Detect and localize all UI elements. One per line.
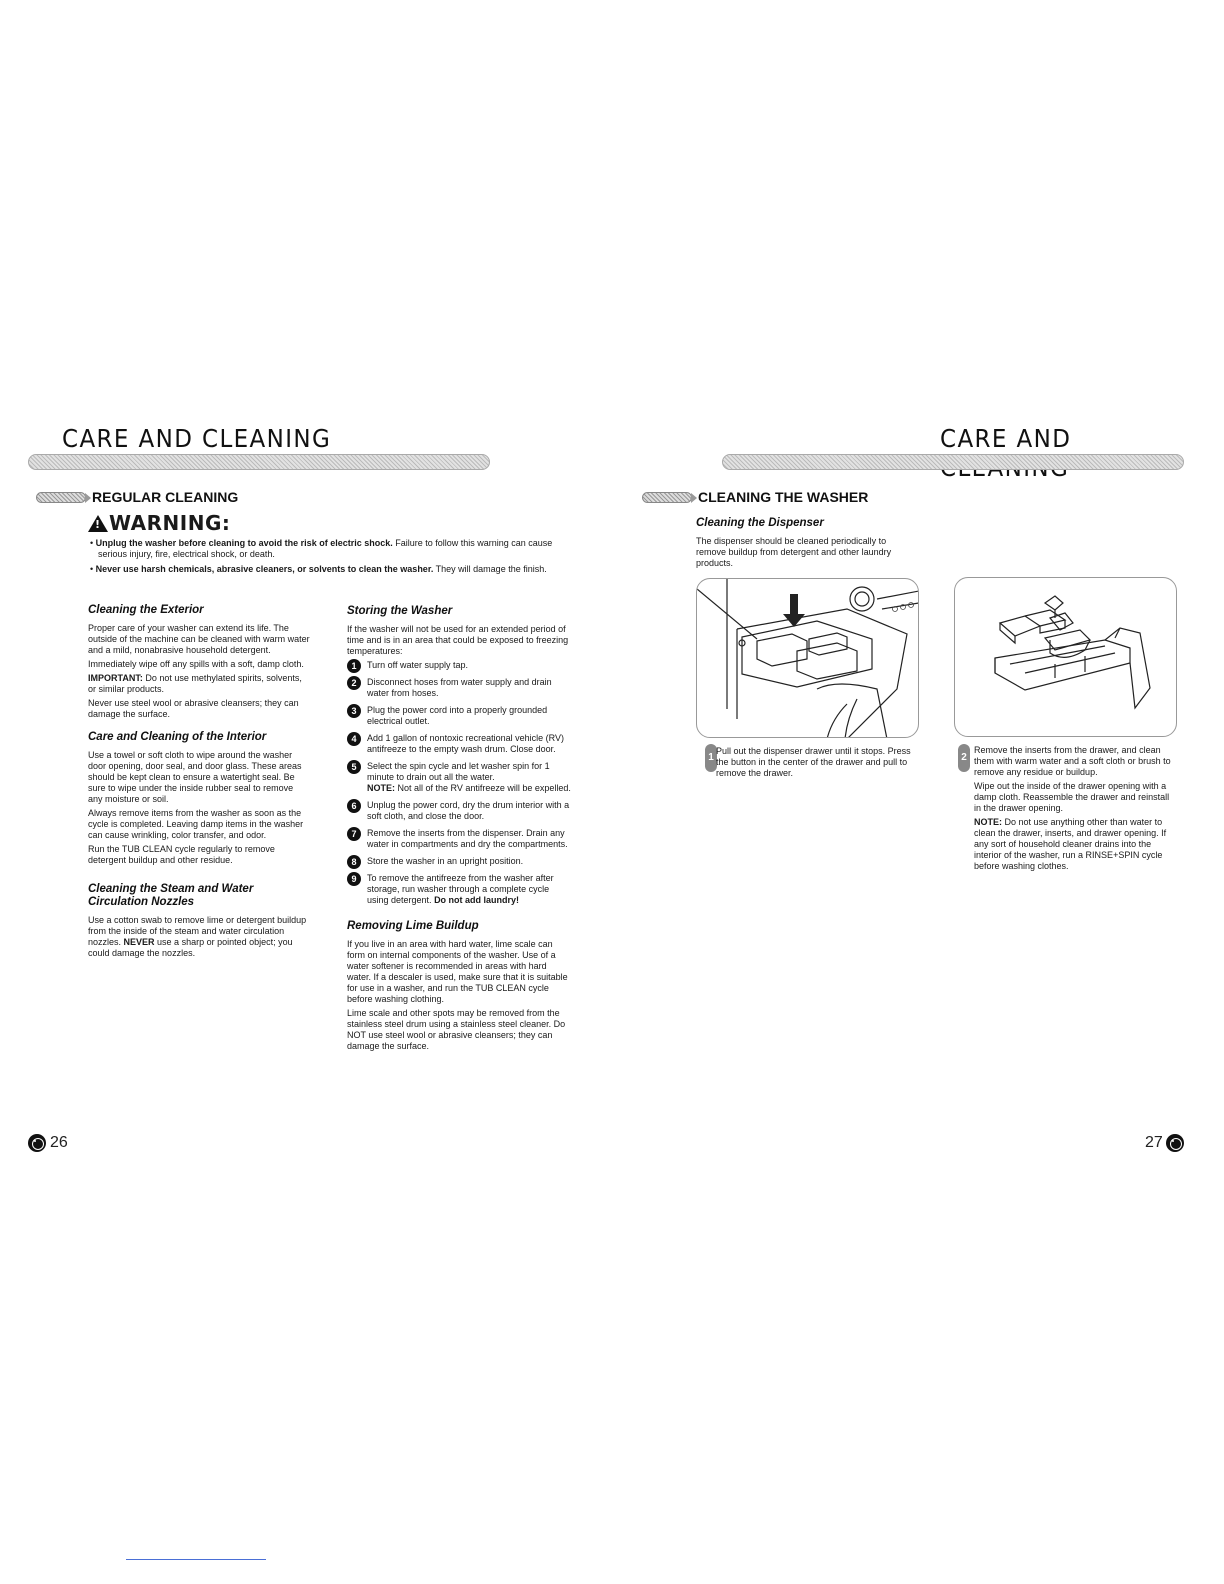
- step-number-icon: 8: [347, 855, 361, 869]
- step-number-icon: 9: [347, 872, 361, 886]
- interior-p3: Run the TUB CLEAN cycle regularly to remove detergent buildup and other residue.: [88, 844, 275, 865]
- section-pill-icon: [36, 492, 86, 503]
- figure2-p1: Remove the inserts from the drawer, and clean them with warm water and a soft cloth or brush to remove any residue or buildup.: [974, 745, 1171, 777]
- dispenser-intro-block: [696, 517, 908, 572]
- figure2-p2: Wipe out the inside of the drawer opening with a damp cloth. Reassemble the drawer and reinstall in the drawer opening.: [974, 781, 1170, 813]
- storing-steps: [347, 660, 573, 906]
- exterior-p3: IMPORTANT: Do not use methylated spirits, solvents, or similar products.: [88, 673, 302, 694]
- interior-p1: Use a towel or soft cloth to wipe around the washer door opening, door seal, and door glass. These areas should be kept clean to ensure a watertight seal. Be sure to wipe under the inside rubber seal to remove any moisture or soil.: [88, 750, 302, 804]
- right-page-title: CARE AND: [940, 424, 1072, 453]
- step-number-icon: 7: [347, 827, 361, 841]
- left-page-number: 26: [28, 1134, 68, 1152]
- warning-item: • Never use harsh chemicals, abrasive cleaners, or solvents to clean the washer. They will damage the finish.: [90, 564, 547, 574]
- storing-heading: Storing the Washer: [347, 605, 453, 617]
- exterior-heading: Cleaning the Exterior: [88, 604, 204, 616]
- warning-item: • Unplug the washer before cleaning to avoid the risk of electric shock. Failure to follow this warning can cause serious injury, fire, electrical shock, or death.: [90, 538, 553, 559]
- lg-logo-icon: [28, 1134, 46, 1152]
- warning-list: [88, 538, 568, 579]
- lime-heading: Removing Lime Buildup: [347, 920, 479, 932]
- storing-intro: If the washer will not be used for an extended period of time and is in an area that could be exposed to freezing temperatures:: [347, 624, 569, 656]
- lime-p1: If you live in an area with hard water, lime scale can form on internal components of the washer. Use of a water softener is recommended in areas with hard water. If a descaler is used, make sure that it is suitable for use in a washer, and run the TUB CLEAN cycle before washing clothing.: [347, 939, 568, 1004]
- interior-heading: Care and Cleaning of the Interior: [88, 731, 267, 743]
- left-page-title: CARE AND CLEANING: [62, 424, 332, 453]
- regular-cleaning-label: REGULAR CLEANING: [92, 489, 239, 505]
- step-number-icon: 5: [347, 760, 361, 774]
- dispenser-intro: The dispenser should be cleaned periodically to remove buildup from detergent and other laundry products.: [696, 536, 892, 568]
- warning-label: WARNING:: [109, 511, 231, 535]
- warning-heading: [88, 511, 230, 535]
- dispenser-drawer-illustration: [697, 579, 919, 738]
- step-item: 7 Remove the inserts from the dispenser. Drain any water in compartments and dry the compartments.: [347, 828, 573, 850]
- cleaning-washer-heading: [642, 489, 868, 505]
- right-page-number: 27: [1145, 1134, 1184, 1152]
- cleaning-washer-label: CLEANING THE WASHER: [698, 489, 869, 505]
- dispenser-heading: Cleaning the Dispenser: [696, 517, 824, 529]
- warning-triangle-icon: [88, 515, 108, 532]
- step-number-icon: 3: [347, 704, 361, 718]
- nozzles-heading: Cleaning the Steam and Water Circulation Nozzles: [88, 883, 254, 908]
- figure2-caption: [974, 745, 1178, 875]
- step-number-icon: 1: [347, 659, 361, 673]
- step-number-icon: 4: [347, 732, 361, 746]
- figure1-badge: 1: [705, 744, 717, 772]
- step-item: 9 To remove the antifreeze from the washer after storage, run washer through a complete cycle using detergent. Do not add laundry!: [347, 873, 573, 906]
- figure2-p3: NOTE: Do not use anything other than water to clean the drawer, inserts, and drawer opening. If any sort of household cleaner drains into the interior of the washer, run a RINSE+SPIN cycle before washing clothes.: [974, 817, 1167, 871]
- right-title-bar: [722, 454, 1184, 470]
- exterior-p4: Never use steel wool or abrasive cleansers; they can damage the surface.: [88, 698, 299, 719]
- exterior-p2: Immediately wipe off any spills with a soft, damp cloth.: [88, 659, 304, 669]
- regular-cleaning-heading: [36, 489, 238, 505]
- down-arrow-icon: [783, 594, 805, 627]
- step-item: 5 Select the spin cycle and let washer spin for 1 minute to drain out all the water. NOTE: Not all of the RV antifreeze will be expelled.: [347, 761, 573, 794]
- middle-column: [347, 605, 573, 1055]
- step-item: 2 Disconnect hoses from water supply and drain water from hoses.: [347, 677, 573, 699]
- step-number-icon: 2: [347, 676, 361, 690]
- step-item: 4 Add 1 gallon of nontoxic recreational vehicle (RV) antifreeze to the empty wash drum. Close door.: [347, 733, 573, 755]
- step-item: 3 Plug the power cord into a properly grounded electrical outlet.: [347, 705, 573, 727]
- lg-logo-icon: [1166, 1134, 1184, 1152]
- figure2-badge: 2: [958, 744, 970, 772]
- figure-pull-out-drawer: [696, 578, 919, 738]
- section-pill-icon: [642, 492, 692, 503]
- step-item: 6 Unplug the power cord, dry the drum interior with a soft cloth, and close the door.: [347, 800, 573, 822]
- figure-remove-inserts: [954, 577, 1177, 737]
- figure1-caption: Pull out the dispenser drawer until it stops. Press the button in the center of the drawer and pull to remove the drawer.: [716, 746, 911, 778]
- nozzles-p1: Use a cotton swab to remove lime or detergent buildup from the inside of the steam and water circulation nozzles. NEVER use a sharp or pointed object; you could damage the nozzles.: [88, 915, 307, 958]
- left-title-bar: [28, 454, 490, 470]
- drawer-inserts-illustration: [955, 578, 1177, 737]
- left-column: [88, 604, 310, 962]
- exterior-p1: Proper care of your washer can extend its life. The outside of the machine can be cleaned with warm water and a mild, nonabrasive household detergent.: [88, 623, 310, 655]
- lime-p2: Lime scale and other spots may be removed from the stainless steel drum using a stainless steel cleaner. Do NOT use steel wool or abrasive cleansers; they can damage the surface.: [347, 1008, 566, 1051]
- bottom-link-line: [126, 1559, 266, 1560]
- step-number-icon: 6: [347, 799, 361, 813]
- step-item: 8 Store the washer in an upright position.: [347, 856, 573, 867]
- interior-p2: Always remove items from the washer as soon as the cycle is completed. Leaving damp items in the washer can cause wrinkling, color transfer, and odor.: [88, 808, 304, 840]
- step-item: 1 Turn off water supply tap.: [347, 660, 573, 671]
